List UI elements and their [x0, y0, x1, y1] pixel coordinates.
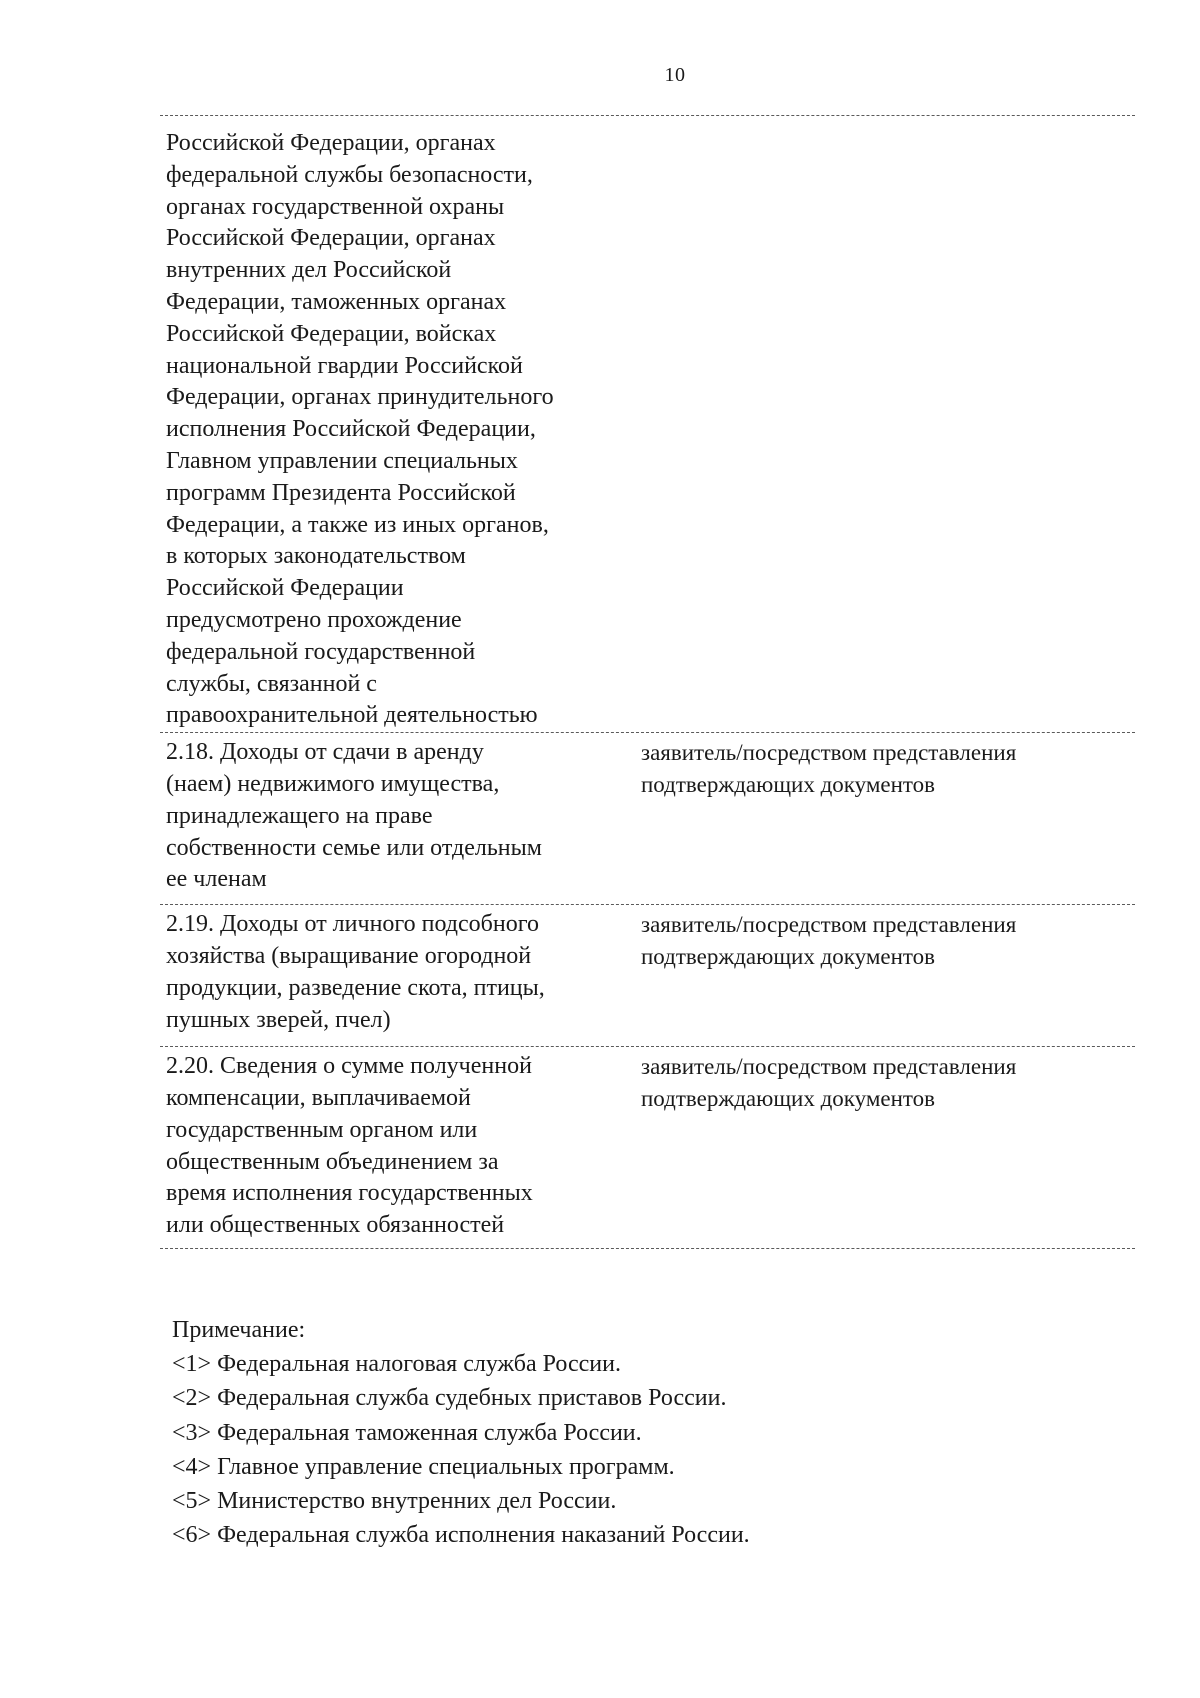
source-cell	[637, 128, 1135, 732]
note-item: <3> Федеральная таможенная служба России.	[172, 1419, 642, 1446]
source-cell: заявитель/посредством представления подтверждающих документов	[641, 1054, 1017, 1111]
income-type-cell: 2.18. Доходы от сдачи в аренду (наем) недвижимого имущества, принадлежащего на праве собственности семье или отдельным ее членам	[166, 739, 542, 893]
source-cell: заявитель/посредством представления подтверждающих документов	[641, 912, 1017, 969]
table-row	[160, 904, 1135, 1046]
documents-table	[160, 115, 1135, 1249]
note-item: <4> Главное управление специальных программ.	[172, 1453, 675, 1480]
table-divider	[160, 1248, 1135, 1249]
income-type-cell: 2.20. Сведения о сумме полученной компенсации, выплачиваемой государственным органом или общественным объединением за время исполнения государственных или общественных обязанностей	[166, 1053, 533, 1239]
notes-title: Примечание:	[172, 1317, 306, 1343]
page-number: 10	[664, 64, 686, 86]
note-item: <6> Федеральная служба исполнения наказаний России.	[172, 1522, 750, 1549]
income-type-cell: 2.19. Доходы от личного подсобного хозяйства (выращивание огородной продукции, разведение скота, птицы, пушных зверей, пчел)	[166, 911, 545, 1033]
source-cell: заявитель/посредством представления подтверждающих документов	[641, 740, 1017, 797]
notes-section	[172, 1313, 1072, 1552]
table-row	[160, 115, 1135, 732]
table-row	[160, 732, 1135, 904]
table-row	[160, 1046, 1135, 1248]
note-item: <1> Федеральная налоговая служба России.	[172, 1351, 621, 1378]
note-item: <5> Министерство внутренних дел России.	[172, 1488, 617, 1515]
note-item: <2> Федеральная служба судебных приставов России.	[172, 1385, 727, 1412]
income-type-cell: Российской Федерации, органах федеральной службы безопасности, органах государственной охраны Российской Федерации, органах внутренних дел Российской Федерации, таможенных органах Российской Федерации, войсках национальной гвардии Российской Федерации, органах принудительного исполнения Российской Федерации, Главном управлении специальных программ Президента Российской Федерации, а также из иных органов, в которых законодательством Российской Федерации предусмотрено прохождение федеральной государственной службы, связанной с правоохранительной деятельностью	[166, 130, 554, 729]
